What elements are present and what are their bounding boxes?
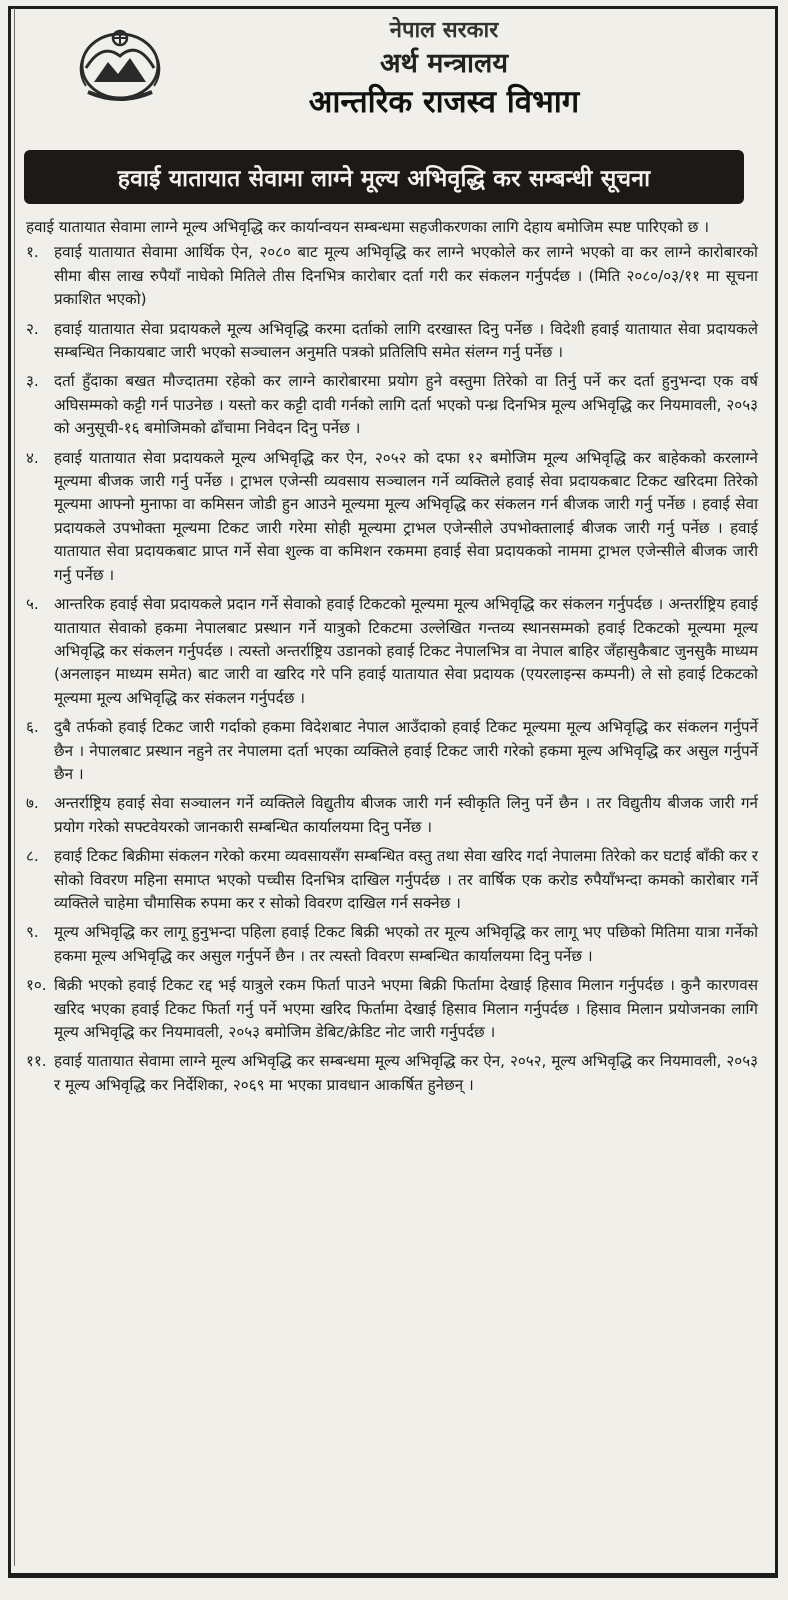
department-name: आन्तरिक राजस्व विभाग <box>308 84 580 120</box>
government-name: नेपाल सरकार <box>389 18 499 43</box>
item-number: ९. <box>26 923 39 942</box>
item-text: हवाई यातायात सेवा प्रदायकले मूल्य अभिवृद्धि करमा दर्ताको लागि दरखास्त दिनु पर्नेछ । विदेशी हवाई यातायात सेवा प्रदायकले सम्बन्धित निकायबाट जारी भएको सञ्चालन अनुमति पत्रको प्रतिलिपि समेत संलग्न गर्नु पर्नेछ । <box>54 319 758 362</box>
item-number: ६. <box>26 718 39 737</box>
notice-title-banner <box>24 150 744 204</box>
list-item <box>26 716 758 786</box>
list-item <box>26 318 758 365</box>
list-item <box>26 921 758 968</box>
intro-paragraph: हवाई यातायात सेवामा लाग्ने मूल्य अभिवृद्धि कर कार्यान्वयन सम्बन्धमा सहजीकरणका लागि देहाय बमोजिम स्पष्ट पारिएको छ । <box>26 218 709 236</box>
notice-items-list <box>26 241 758 1097</box>
item-text: मूल्य अभिवृद्धि कर लागू हुनुभन्दा पहिला हवाई टिकट बिक्री भएको तर मूल्य अभिवृद्धि कर लागू भए पछिको मितिमा यात्रा गर्नेको हकमा मूल्य अभिवृद्धि कर असुल गर्नुपर्ने छैन । तर त्यस्तो विवरण सम्बन्धित कार्यालयमा दिनु पर्नेछ । <box>54 923 758 965</box>
item-text: आन्तरिक हवाई सेवा प्रदायकले प्रदान गर्ने सेवाको हवाई टिकटको मूल्यमा मूल्य अभिवृद्धि कर संकलन गर्नुपर्दछ । अन्तर्राष्ट्रिय हवाई यातायात सेवाको हकमा नेपालबाट प्रस्थान गर्ने यात्रुको टिकटमा उल्लेखित गन्तव्य स्थानसम्मको हवाई टिकटको मूल्यमा मूल्य अभिवृद्धि कर संकलन गर्नुपर्दछ । त्यस्तो अन्तर्राष्ट्रिय उडानको हवाई टिकट नेपालभित्र वा नेपाल बाहिर जँहासुकैबाट जुनसुकै माध्यम (अनलाइन माध्यम समेत) बाट जारी वा खरिद गरे पनि हवाई यातायात सेवा प्रदायक (एयरलाइन्स कम्पनी) ले सो हवाई टिकटको मूल्यमा मूल्य अभिवृद्धि कर संकलन गर्नुपर्दछ । <box>54 595 758 707</box>
item-text: हवाई यातायात सेवामा आर्थिक ऐन, २०८० बाट मूल्य अभिवृद्धि कर लाग्ने भएकोले कर लाग्ने भएको वा कर लाग्ने कारोबारको सीमा बीस लाख रुपैयाँ नाघेको मितिले तीस दिनभित्र कारोबार दर्ता गरी कर संकलन गर्नुपर्दछ । (मिति २०८०/०३/११ मा सूचना प्रकाशित भएको) <box>54 243 758 309</box>
list-item <box>26 593 758 710</box>
item-number: ११. <box>26 1052 47 1071</box>
item-number: ५. <box>26 595 39 614</box>
list-item <box>26 370 758 440</box>
list-item <box>26 845 758 915</box>
item-number: २. <box>26 319 39 338</box>
list-item <box>26 241 758 311</box>
item-text: बिक्री भएको हवाई टिकट रद्द भई यात्रुले रकम फिर्ता पाउने भएमा बिक्री फिर्तामा देखाई हिसाव मिलान गर्नुपर्दछ । कुनै कारणवस खरिद भएका हवाई टिकट फिर्ता गर्नु पर्ने भएमा खरिद फिर्तामा देखाई हिसाव मिलान गर्नुपर्दछ । हिसाव मिलान प्रयोजनका लागि मूल्य अभिवृद्धि कर नियमावली, २०५३ बमोजिम डेबिट/क्रेडिट नोट जारी गर्नुपर्दछ । <box>54 976 758 1041</box>
item-number: ८. <box>26 847 39 866</box>
notice-title: हवाई यातायात सेवामा लाग्ने मूल्य अभिवृद्धि कर सम्बन्धी सूचना <box>117 166 651 192</box>
item-text: हवाई यातायात सेवा प्रदायकले मूल्य अभिवृद्धि कर ऐन, २०५२ को दफा १२ बमोजिम मूल्य अभिवृद्धि कर बाहेकको करलाग्ने मूल्यमा बीजक जारी गर्नु पर्नेछ । ट्राभल एजेन्सी व्यवसाय सञ्चालन गर्ने व्यक्तिले हवाई सेवा प्रदायकबाट टिकट खरिदमा तिरेको मूल्यमा आफ्नो मुनाफा वा कमिसन जोडी हुन आउने मूल्यमा मूल्य अभिवृद्धि कर संकलन गर्न बीजक जारी गर्नु पर्नेछ । हवाई सेवा प्रदायकले उपभोक्ता मूल्यमा टिकट जारी गरेमा सोही मूल्यमा ट्राभल एजेन्सीले उपभोक्तालाई बीजक जारी गर्नु पर्नेछ । हवाई यातायात सेवा प्रदायकबाट प्राप्त गर्ने सेवा शुल्क वा कमिशन रकममा हवाई सेवा प्रदायकको नाममा ट्राभल एजेन्सीले बीजक जारी गर्नु पर्नेछ । <box>54 448 758 584</box>
item-number: ४. <box>26 448 39 467</box>
item-text: हवाई यातायात सेवामा लाग्ने मूल्य अभिवृद्धि कर सम्बन्धमा मूल्य अभिवृद्धि कर ऐन, २०५२, मूल्य अभिवृद्धि कर नियमावली, २०५३ र मूल्य अभिवृद्धि कर निर्देशिका, २०६९ मा भएका प्रावधान आकर्षित हुनेछन् । <box>54 1052 758 1094</box>
item-number: १. <box>26 243 39 262</box>
list-item <box>26 1050 758 1097</box>
ministry-name: अर्थ मन्त्रालय <box>379 48 509 79</box>
item-number: ३. <box>26 372 39 391</box>
item-text: अन्तर्राष्ट्रिय हवाई सेवा सञ्चालन गर्ने व्यक्तिले विद्युतीय बीजक जारी गर्न स्वीकृति लिनु पर्ने छैन । तर विद्युतीय बीजक जारी गर्न प्रयोग गरेको सफ्टवेयरको जानकारी सम्बन्धित कार्यालयमा दिनु पर्नेछ । <box>54 794 758 836</box>
item-text: हवाई टिकट बिक्रीमा संकलन गरेको करमा व्यवसायसँग सम्बन्धित वस्तु तथा सेवा खरिद गर्दा नेपालमा तिरेको कर घटाई बाँकी कर र सोको विवरण महिना समाप्त भएको पच्चीस दिनभित्र दाखिल गर्नुपर्दछ । तर वार्षिक एक करोड रुपैयाँभन्दा कमको कारोबार गर्ने व्यक्तिले चाहेमा चौमासिक रुपमा कर र सोको विवरण दाखिल गर्न सक्नेछ । <box>54 847 758 912</box>
list-item <box>26 447 758 587</box>
item-number: १०. <box>26 976 47 995</box>
item-number: ७. <box>26 794 39 813</box>
item-text: दुबै तर्फको हवाई टिकट जारी गर्दाको हकमा विदेशबाट नेपाल आउँदाको हवाई टिकट मूल्यमा मूल्य अभिवृद्धि कर संकलन गर्नुपर्ने छैन । नेपालबाट प्रस्थान नहुने तर नेपालमा दर्ता भएका व्यक्तिले हवाई टिकट जारी गरेको हकमा मूल्य अभिवृद्धि कर असुल गर्नुपर्ने छैन । <box>54 718 758 783</box>
notice-header <box>120 16 768 122</box>
notice-body <box>26 216 758 1103</box>
item-text: दर्ता हुँदाका बखत मौज्दातमा रहेको कर लाग्ने कारोबारमा प्रयोग हुने वस्तुमा तिरेको वा तिर्नु पर्ने कर दर्ता हुनुभन्दा एक वर्ष अघिसम्मको कट्टी गर्न पाउनेछ । यस्तो कर कट्टी दावी गर्नको लागि दर्ता भएको पन्ध्र दिनभित्र मूल्य अभिवृद्धि कर नियमावली, २०५३ को अनुसूची-१६ बमोजिमको ढाँचामा निवेदन दिनु पर्नेछ । <box>54 372 758 438</box>
list-item <box>26 792 758 839</box>
list-item <box>26 974 758 1044</box>
